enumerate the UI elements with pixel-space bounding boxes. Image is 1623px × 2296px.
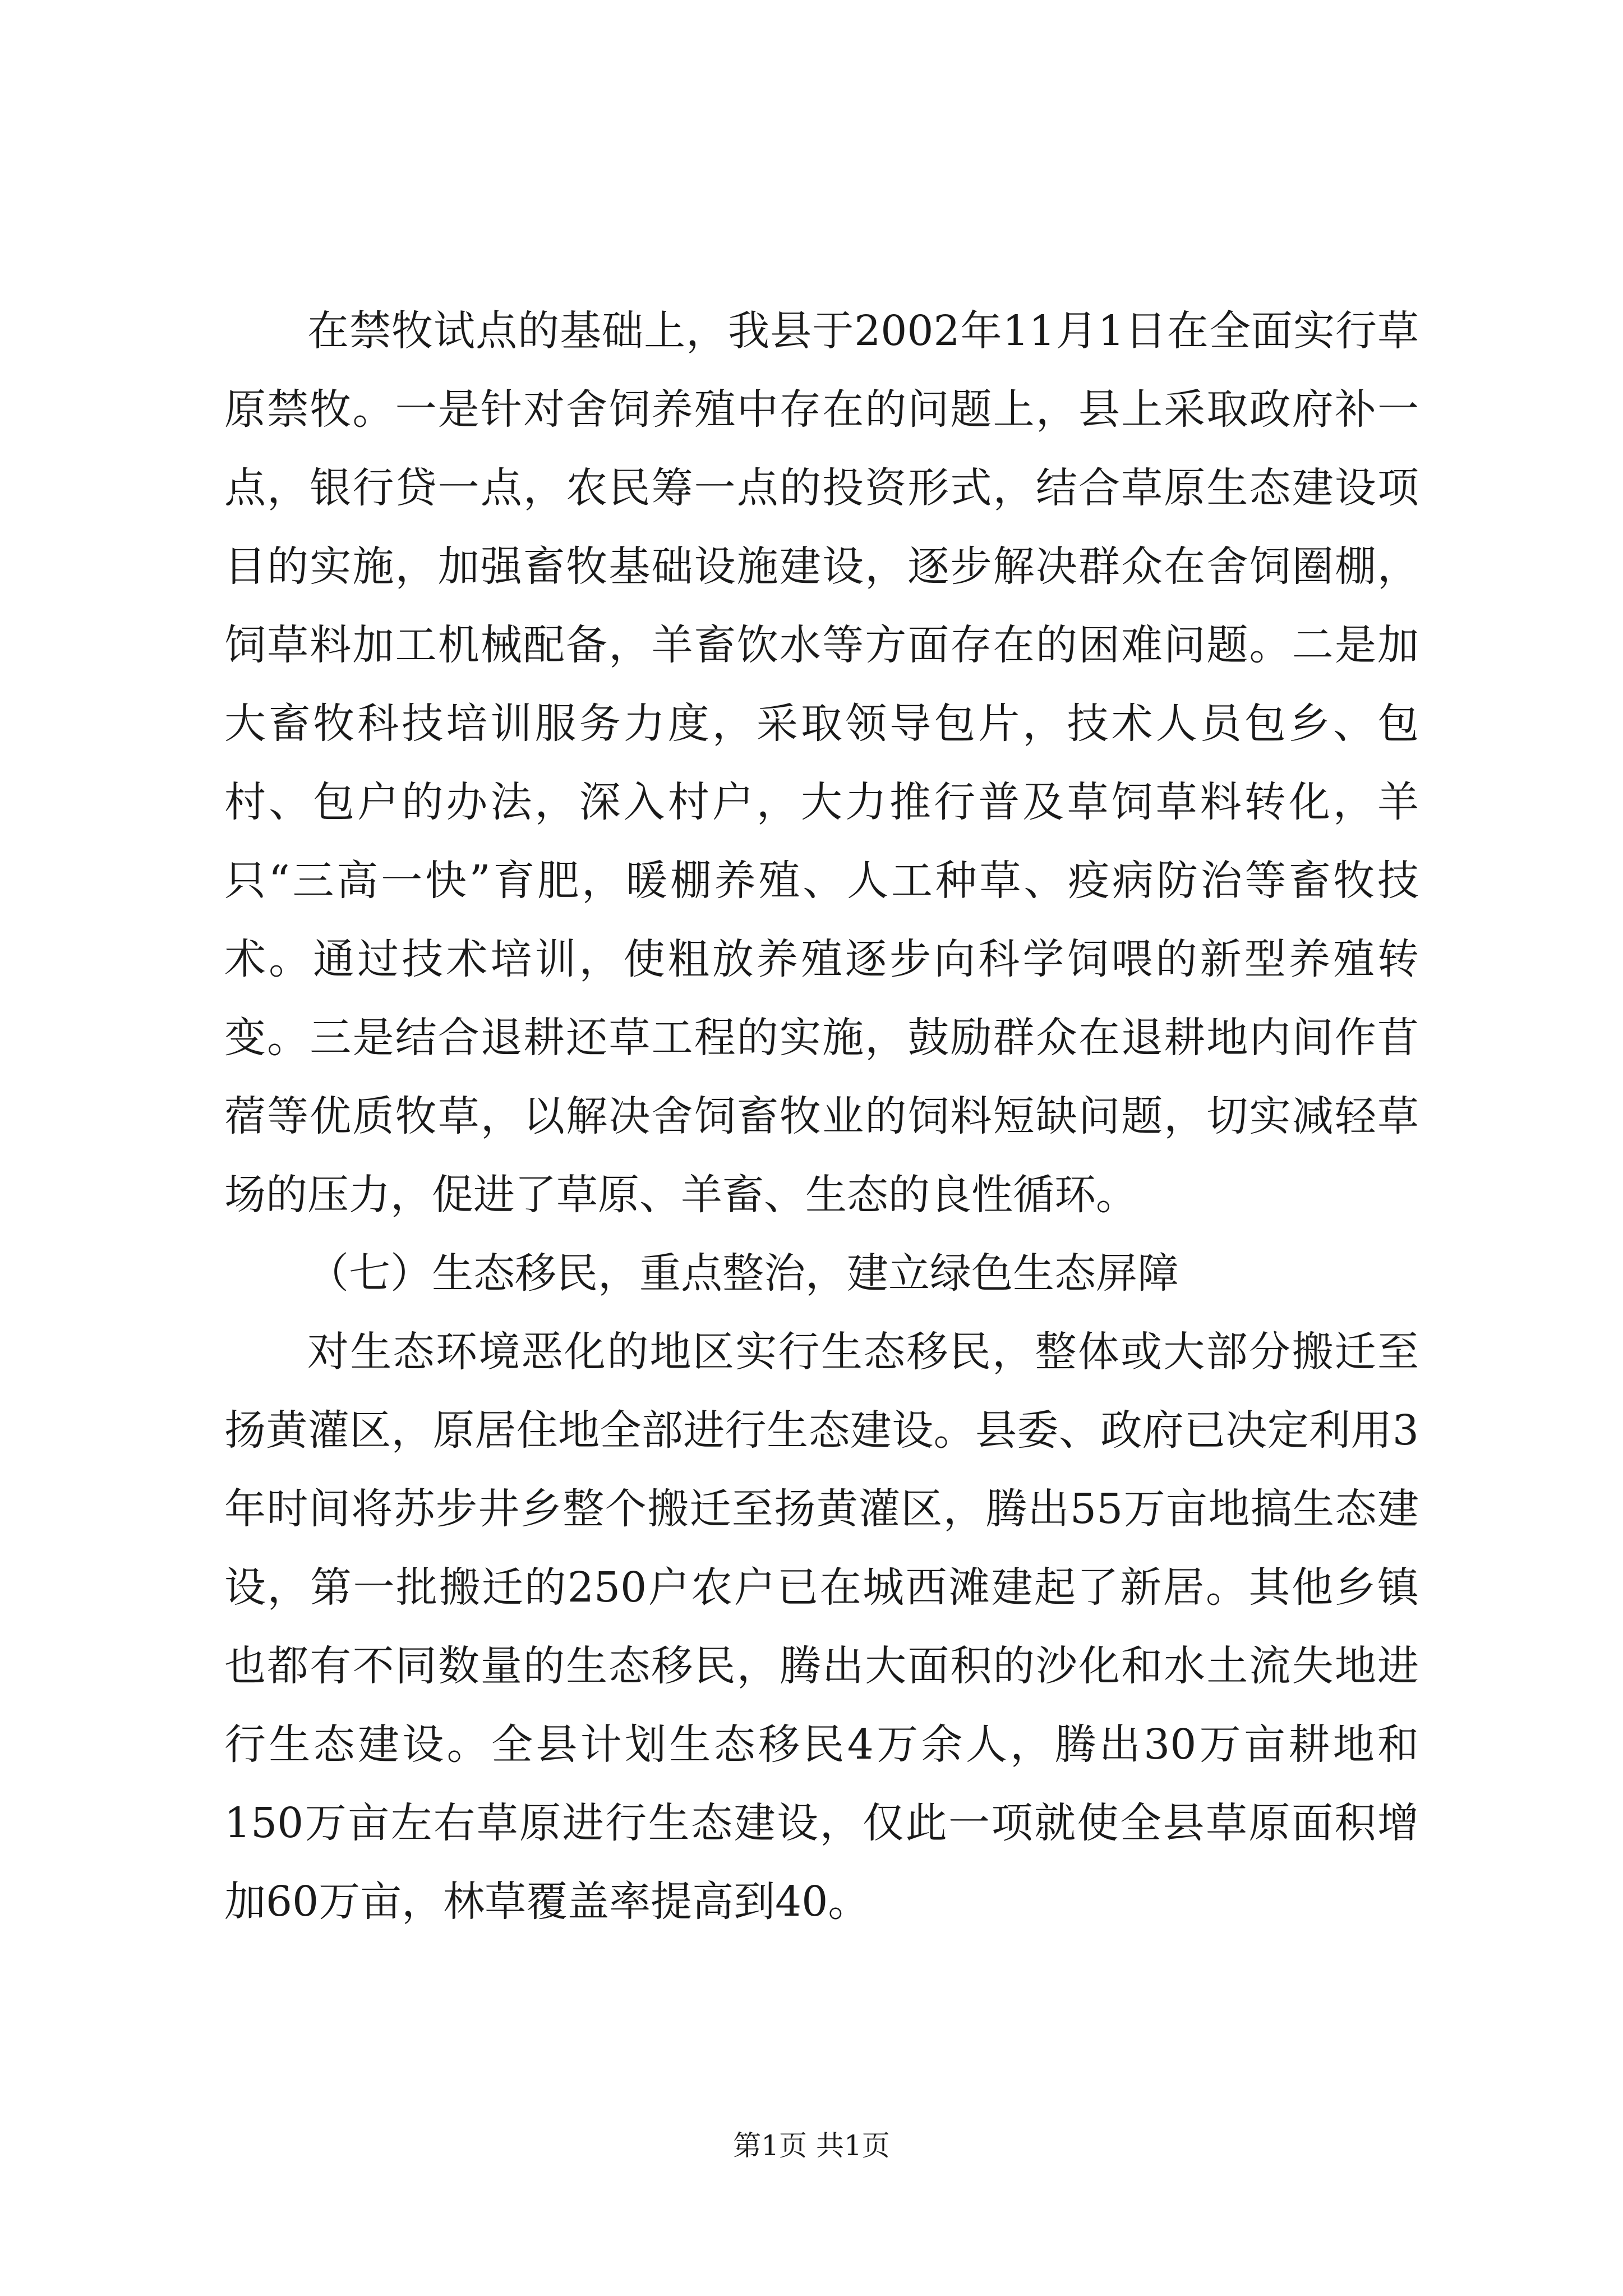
document-body (224, 292, 1419, 1941)
paragraph-ecological-migration: 对生态环境恶化的地区实行生态移民，整体或大部分搬迁至扬黄灌区，原居住地全部进行生态建设。县委、政府已决定利用3年时间将苏步井乡整个搬迁至扬黄灌区，腾出55万亩地搞生态建设，第一批搬迁的250户农户已在城西滩建起了新居。其他乡镇也都有不同数量的生态移民，腾出大面积的沙化和水土流失地进行生态建设。全县计划生态移民4万余人，腾出30万亩耕地和150万亩左右草原进行生态建设，仅此一项就使全县草原面积增加60万亩，林草覆盖率提高到40。 (224, 1328, 1419, 1926)
page-footer: 第1页 共1页 (733, 2129, 890, 2162)
section-heading: （七）生态移民，重点整治，建立绿色生态屏障 (307, 1249, 1179, 1297)
paragraph-grazing-ban: 在禁牧试点的基础上，我县于2002年11月1日在全面实行草原禁牧。一是针对舍饲养殖中存在的问题上，县上采取政府补一点，银行贷一点，农民筹一点的投资形式，结合草原生态建设项目的实施，加强畜牧基础设施建设，逐步解决群众在舍饲圈棚，饲草料加工机械配备，羊畜饮水等方面存在的困难问题。二是加大畜牧科技培训服务力度，采取领导包片，技术人员包乡、包村、包户的办法，深入村户，大力推行普及草饲草料转化，羊只“三高一快”育肥，暖棚养殖、人工种草、疫病防治等畜牧技术。通过技术培训，使粗放养殖逐步向科学饲喂的新型养殖转变。三是结合退耕还草工程的实施，鼓励群众在退耕地内间作苜蓿等优质牧草，以解决舍饲畜牧业的饲料短缺问题，切实减轻草场的压力，促进了草原、羊畜、生态的良性循环。 (224, 307, 1419, 1219)
